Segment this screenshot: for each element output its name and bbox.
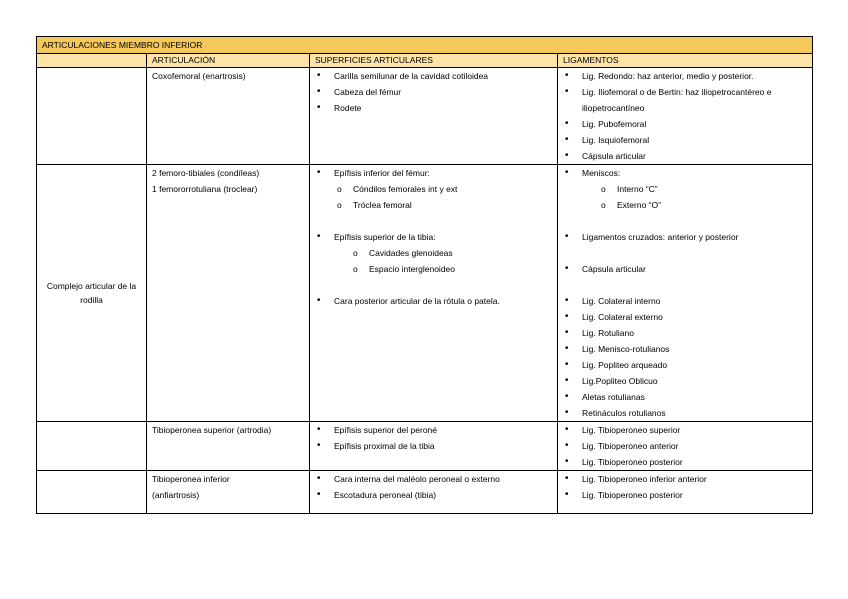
header-empty [37, 54, 147, 68]
table-row [37, 471, 813, 514]
superficies-list [315, 68, 552, 116]
list-item: • Rodete [315, 100, 552, 116]
list-item: • Lig. Tibioperoneo anterior [563, 438, 807, 454]
list-item: • Lig. Menisco-rotulianos [563, 341, 807, 357]
list-item: • Aletas rotulianas [563, 389, 807, 405]
list-item: • Lig. Tibioperoneo posterior [563, 487, 807, 503]
articulacion-text: Tibioperonea inferior [152, 474, 230, 484]
superficies-cell [310, 68, 558, 165]
superficies-list [315, 471, 552, 503]
ligamentos-list [563, 165, 807, 421]
ligamentos-list [563, 422, 807, 470]
table-row [37, 68, 813, 165]
sub-item-text: Cavidades glenoideas [369, 248, 453, 258]
table-row [37, 165, 813, 422]
ligamentos-cell [558, 68, 813, 165]
group-cell [37, 471, 147, 514]
list-item: • Epífisis inferior del fémur: [315, 165, 552, 181]
list-item: • Cápsula articular [563, 261, 807, 277]
list-item: • Cara interna del maléolo peroneal o externo [315, 471, 552, 487]
list-item: • Epífisis proximal de la tibia [315, 438, 552, 454]
list-item: • Lig. Isquiofemoral [563, 132, 807, 148]
list-item: • Cara posterior articular de la rótula o patela. [315, 293, 552, 309]
list-item: • Lig. Tibioperoneo posterior [563, 454, 807, 470]
articulacion-text: 2 femoro-tibiales (condíleas) [152, 168, 260, 178]
ligamentos-cell [558, 422, 813, 471]
sub-list-item: o Externo “O” [601, 200, 661, 210]
sub-list-item: o Cóndilos femorales int y ext [337, 184, 458, 194]
articulacion-text: Tibioperonea superior (artrodia) [152, 425, 272, 435]
articulacion-text: 1 femororrotuliana (troclear) [152, 184, 258, 194]
table-row [37, 422, 813, 471]
articulacion-text: Coxofemoral (enartrosis) [152, 71, 246, 81]
spacer [563, 277, 807, 293]
ligamentos-list [563, 471, 807, 503]
list-item: • Ligamentos cruzados: anterior y posterior [563, 229, 807, 245]
sub-list-item: o Cavidades glenoideas [353, 248, 453, 258]
group-cell [37, 68, 147, 165]
joints-table [36, 36, 813, 514]
list-item: • Cápsula articular [563, 148, 807, 164]
list-item: • Lig.Popliteo Oblicuo [563, 373, 807, 389]
list-item: • Lig. Popliteo arqueado [563, 357, 807, 373]
list-item: • Epífisis superior del peroné [315, 422, 552, 438]
table-title: ARTICULACIONES MIEMBRO INFERIOR [37, 37, 813, 54]
group-cell: Complejo articular de la rodilla [37, 165, 147, 422]
articulacion-cell [147, 165, 310, 422]
superficies-cell [310, 165, 558, 422]
superficies-cell [310, 422, 558, 471]
ligamentos-cell [558, 471, 813, 514]
list-item: • Lig. Iliofemoral o de Bertin: haz iliopetrocantéreo e iliopetrocantíneo [563, 84, 807, 116]
list-item: • Lig. Colateral interno [563, 293, 807, 309]
sub-item-text: Espacio interglenoideo [369, 264, 456, 274]
spacer [315, 277, 552, 293]
list-item: • Epífisis superior de la tibia: [315, 229, 552, 245]
list-item: • Lig. Tibioperoneo inferior anterior [563, 471, 807, 487]
sub-item-text: Interno “C” [617, 184, 658, 194]
spacer [563, 245, 807, 261]
list-item: • Escotadura peroneal (tibia) [315, 487, 552, 503]
list-item: • Carilla semilunar de la cavidad cotiloidea [315, 68, 552, 84]
superficies-list [315, 165, 552, 309]
list-item: • Cabeza del fémur [315, 84, 552, 100]
list-item: • Lig. Pubofemoral [563, 116, 807, 132]
articulacion-cell [147, 68, 310, 165]
header-superficies: SUPERFICIES ARTICULARES [310, 54, 558, 68]
articulacion-text: (anfiartrosis) [152, 490, 200, 500]
list-item: • Meniscos: [563, 165, 807, 181]
sub-list-item: o Interno “C” [601, 184, 658, 194]
group-cell [37, 422, 147, 471]
sub-list-item: o Tróclea femoral [337, 200, 412, 210]
ligamentos-cell [558, 165, 813, 422]
list-item: • Retináculos rotulianos [563, 405, 807, 421]
articulacion-cell [147, 422, 310, 471]
list-item: • Lig. Rotuliano [563, 325, 807, 341]
list-item: • Lig. Colateral externo [563, 309, 807, 325]
sub-list-item: o Espacio interglenoideo [353, 264, 456, 274]
title-row [37, 37, 813, 54]
spacer [315, 213, 552, 229]
sub-item-text: Externo “O” [617, 200, 661, 210]
sub-item-text: Tróclea femoral [353, 200, 412, 210]
list-item: • Lig. Tibioperoneo superior [563, 422, 807, 438]
sub-item-text: Cóndilos femorales int y ext [353, 184, 458, 194]
spacer [563, 213, 807, 229]
list-item: • Lig. Redondo: haz anterior, medio y posterior. [563, 68, 807, 84]
superficies-cell [310, 471, 558, 514]
header-ligamentos: LIGAMENTOS [558, 54, 813, 68]
superficies-list [315, 422, 552, 454]
ligamentos-list [563, 68, 807, 164]
articulacion-cell [147, 471, 310, 514]
header-row [37, 54, 813, 68]
header-articulacion: ARTICULACIÓN [147, 54, 310, 68]
